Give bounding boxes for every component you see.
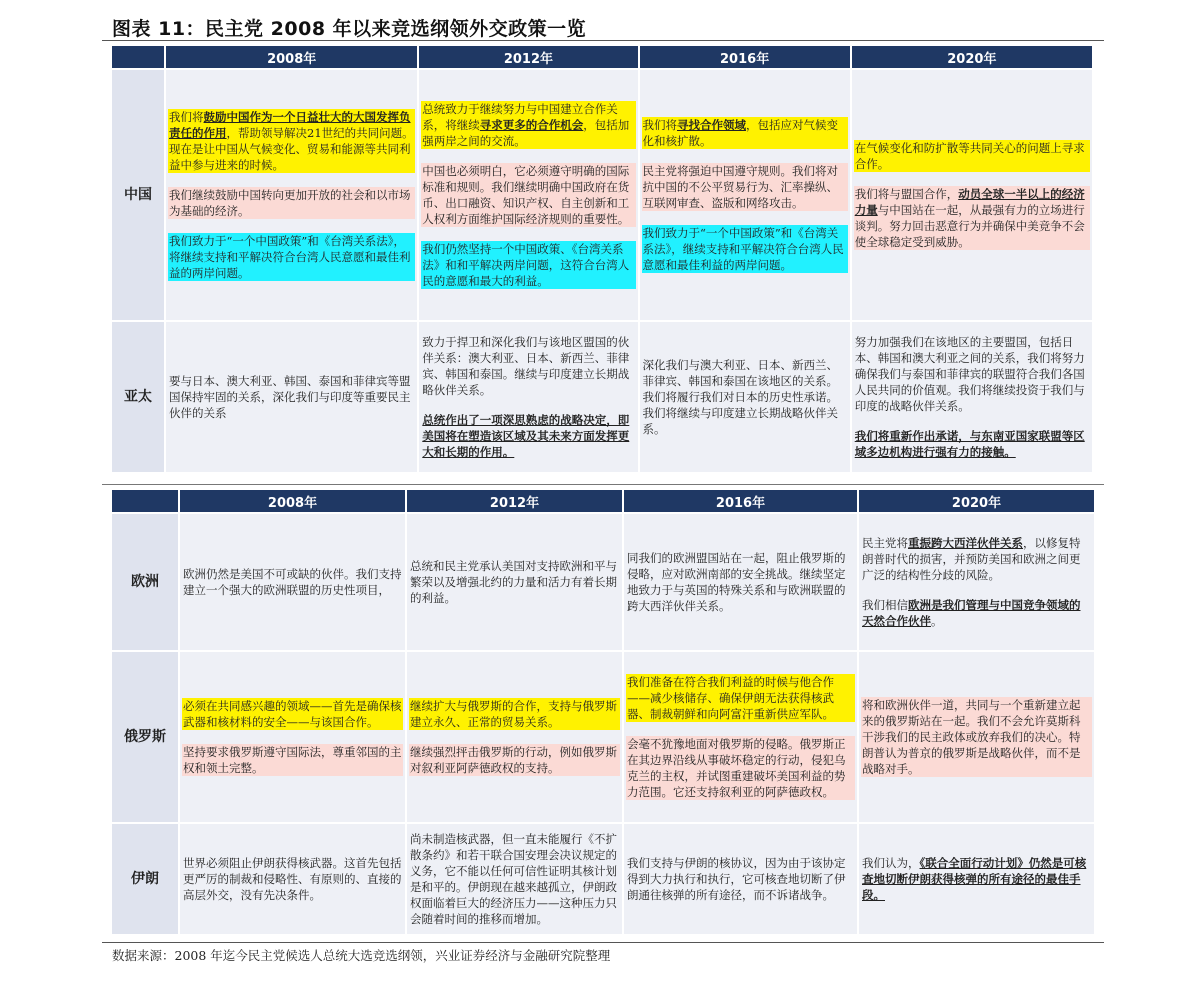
cell-asia-2016	[640, 322, 850, 472]
asia-2020-para2: 我们将重新作出承诺，与东南亚国家联盟等区域多边机构进行强有力的接触。	[854, 429, 1085, 459]
russia-2012-para2: 继续强烈抨击俄罗斯的行动，例如俄罗斯对叙利亚阿萨德政权的支持。	[409, 744, 620, 776]
header-2016: 2016年	[624, 490, 857, 512]
cell-europe-2012	[407, 514, 622, 650]
header-2008: 2008年	[180, 490, 405, 512]
china-2016-para1: 我们将寻找合作领域，包括应对气候变化和核扩散。	[642, 117, 848, 149]
china-2012-para1: 总统致力于继续努力与中国建立合作关系，将继续寻求更多的合作机会，包括加强两岸之间的交流。	[421, 101, 635, 149]
cell-iran-2008	[180, 824, 405, 934]
cell-russia-2008	[180, 652, 405, 822]
europe-2012-text: 总统和民主党承认美国对支持欧洲和平与繁荣以及增强北约的力量和活力有着长期的利益。	[410, 559, 617, 605]
table-row-iran	[112, 824, 1094, 934]
header-corner	[112, 490, 178, 512]
asia-2016-text: 深化我们与澳大利亚、日本、新西兰、菲律宾、韩国和泰国在该地区的关系。我们将履行我们对日本的历史性承诺。我们将继续与印度建立长期战略伙伴关系。	[642, 358, 839, 436]
cell-russia-2020	[859, 652, 1094, 822]
china-2020-para1: 在气候变化和防扩散等共同关心的问题上寻求合作。	[854, 140, 1090, 172]
row-label-asia: 亚太	[112, 322, 164, 472]
china-2012-para2: 中国也必须明白，它必须遵守明确的国际标准和规则。我们继续明确中国政府在货币、出口融资、知识产权、自主创新和工人权利方面维护国际经济规则的重要性。	[421, 163, 635, 227]
russia-2016-para2: 会毫不犹豫地面对俄罗斯的侵略。俄罗斯正在其边界沿线从事破坏稳定的行动，侵犯乌克兰的主权，并试图重建破坏美国利益的势力范围。它还支持叙利亚的阿萨德政权。	[626, 736, 855, 800]
cell-russia-2016	[624, 652, 857, 822]
china-2016-para3: 我们致力于“一个中国政策”和《台湾关系法》，继续支持和平解决符合台湾人民意愿和最佳利益的两岸问题。	[642, 225, 848, 273]
russia-2008-para2: 坚持要求俄罗斯遵守国际法，尊重邻国的主权和领土完整。	[183, 745, 402, 775]
russia-2020-text: 将和欧洲伙伴一道，共同与一个重新建立起来的俄罗斯站在一起。我们不会允许莫斯科干涉我们的民主政体或放弃我们的决心。特朗普认为普京的俄罗斯是战略伙伴，而不是战略对手。	[861, 697, 1092, 777]
header-2020: 2020年	[859, 490, 1094, 512]
header-2012: 2012年	[407, 490, 622, 512]
russia-2008-para1: 必须在共同感兴趣的领域——首先是确保核武器和核材料的安全——与该国合作。	[183, 699, 402, 729]
source-note: 数据来源：2008 年迄今民主党候选人总统大选竞选纲领，兴业证券经济与金融研究院整理	[112, 948, 611, 963]
row-label-iran: 伊朗	[112, 824, 178, 934]
table-row-russia	[112, 652, 1094, 822]
cell-iran-2012	[407, 824, 622, 934]
cell-china-2016	[640, 70, 850, 320]
table-row-europe	[112, 514, 1094, 650]
table-row-asia	[112, 322, 1092, 472]
header-2016: 2016年	[640, 46, 850, 68]
table-header-row	[112, 490, 1094, 512]
row-label-europe: 欧洲	[112, 514, 178, 650]
iran-2016-text: 我们支持与伊朗的核协议，因为由于该协定得到大力执行和执行，它可核查地切断了伊朗通往核弹的所有途径，而不诉诸战争。	[627, 856, 846, 902]
cell-europe-2008	[180, 514, 405, 650]
china-2016-para2: 民主党将强迫中国遵守规则。我们将对抗中国的不公平贸易行为、汇率操纵、互联网审查、盗版和网络攻击。	[642, 163, 848, 211]
asia-2012-para2: 总统作出了一项深思熟虑的战略决定，即美国将在塑造该区域及其未来方面发挥更大和长期的作用。	[422, 413, 630, 459]
cell-asia-2008	[166, 322, 417, 472]
cell-europe-2020	[859, 514, 1094, 650]
table-row-china	[112, 70, 1092, 320]
header-corner	[112, 46, 164, 68]
china-2020-para2: 我们将与盟国合作，动员全球一半以上的经济力量与中国站在一起，从最强有力的立场进行谈判。努力回击恶意行为并确保中美竞争不会使全球稳定受到威胁。	[854, 186, 1090, 250]
europe-2020-para1: 民主党将重振跨大西洋伙伴关系，以修复特朗普时代的损害，并预防美国和欧洲之间更广泛的结构性分歧的风险。	[862, 536, 1081, 582]
cell-china-2008	[166, 70, 417, 320]
header-2012: 2012年	[419, 46, 637, 68]
cell-asia-2012	[419, 322, 637, 472]
russia-2012-para1: 继续扩大与俄罗斯的合作，支持与俄罗斯建立永久、正常的贸易关系。	[409, 698, 620, 730]
europe-2020-para2: 我们相信欧洲是我们管理与中国竞争领域的天然合作伙伴。	[862, 598, 1081, 628]
footer-divider	[102, 942, 1104, 943]
cell-china-2012	[419, 70, 637, 320]
china-2008-para1: 我们将鼓励中国作为一个日益壮大的大国发挥负责任的作用，帮助领导解决21世纪的共同问题。现在是让中国从气候变化、贸易和能源等共同利益中参与进来的时候。	[169, 110, 414, 172]
row-label-china: 中国	[112, 70, 164, 320]
europe-2008-text: 欧洲仍然是美国不可或缺的伙伴。我们支持建立一个强大的欧洲联盟的历史性项目，	[183, 567, 402, 597]
cell-china-2020	[852, 70, 1092, 320]
cell-asia-2020	[852, 322, 1092, 472]
table-header-row	[112, 46, 1092, 68]
title-divider	[102, 40, 1104, 41]
asia-2008-text: 要与日本、澳大利亚、韩国、泰国和菲律宾等盟国保持牢固的关系，深化我们与印度等重要民主伙伴的关系	[169, 374, 411, 420]
iran-2020-text: 我们认为，《联合全面行动计划》仍然是可核查地切断伊朗获得核弹的所有途径的最佳手段。	[862, 856, 1087, 902]
china-2008-para2: 我们继续鼓励中国转向更加开放的社会和以市场为基础的经济。	[168, 187, 415, 219]
cell-iran-2016	[624, 824, 857, 934]
europe-2016-text: 同我们的欧洲盟国站在一起，阻止俄罗斯的侵略，应对欧洲南部的安全挑战。继续坚定地致力于与英国的特殊关系和与欧洲联盟的跨大西洋伙伴关系。	[627, 551, 846, 613]
russia-2016-para1: 我们准备在符合我们利益的时候与他合作——减少核储存、确保伊朗无法获得核武器、制裁朝鲜和向阿富汗重新供应军队。	[626, 674, 855, 722]
china-2008-para3: 我们致力于“一个中国政策”和《台湾关系法》，将继续支持和平解决符合台湾人民意愿和最佳利益的两岸问题。	[168, 233, 415, 281]
china-2012-para3: 我们仍然坚持一个中国政策、《台湾关系法》和和平解决两岸问题，这符合台湾人民的意愿和最大的利益。	[421, 241, 635, 289]
cell-europe-2016	[624, 514, 857, 650]
asia-2020-para1: 努力加强我们在该地区的主要盟国，包括日本、韩国和澳大利亚之间的关系，我们将努力确保我们与泰国和菲律宾的联盟符合我们各国人民共同的价值观。我们将继续投资于我们与印度的战略伙伴关系。	[854, 335, 1085, 413]
section-divider	[102, 484, 1104, 485]
cell-russia-2012	[407, 652, 622, 822]
table-europe-russia-iran	[110, 488, 1096, 936]
iran-2008-text: 世界必须阻止伊朗获得核武器。这首先包括更严厉的制裁和侵略性、有原则的、直接的高层外交，没有先决条件。	[183, 856, 402, 902]
table-china-asia	[110, 44, 1094, 474]
asia-2012-para1: 致力于捍卫和深化我们与该地区盟国的伙伴关系：澳大利亚、日本、新西兰、菲律宾、韩国和泰国。继续与印度建立长期战略伙伴关系。	[422, 335, 630, 397]
header-2020: 2020年	[852, 46, 1092, 68]
page-title: 图表 11：民主党 2008 年以来竞选纲领外交政策一览	[112, 18, 587, 40]
iran-2012-text: 尚未制造核武器，但一直未能履行《不扩散条约》和若干联合国安理会决议规定的义务，它不能以任何可信性证明其核计划是和平的。伊朗现在越来越孤立，伊朗政权面临着巨大的经济压力——这种压力只会随着时间的推移而增加。	[410, 832, 617, 926]
row-label-russia: 俄罗斯	[112, 652, 178, 822]
cell-iran-2020	[859, 824, 1094, 934]
header-2008: 2008年	[166, 46, 417, 68]
